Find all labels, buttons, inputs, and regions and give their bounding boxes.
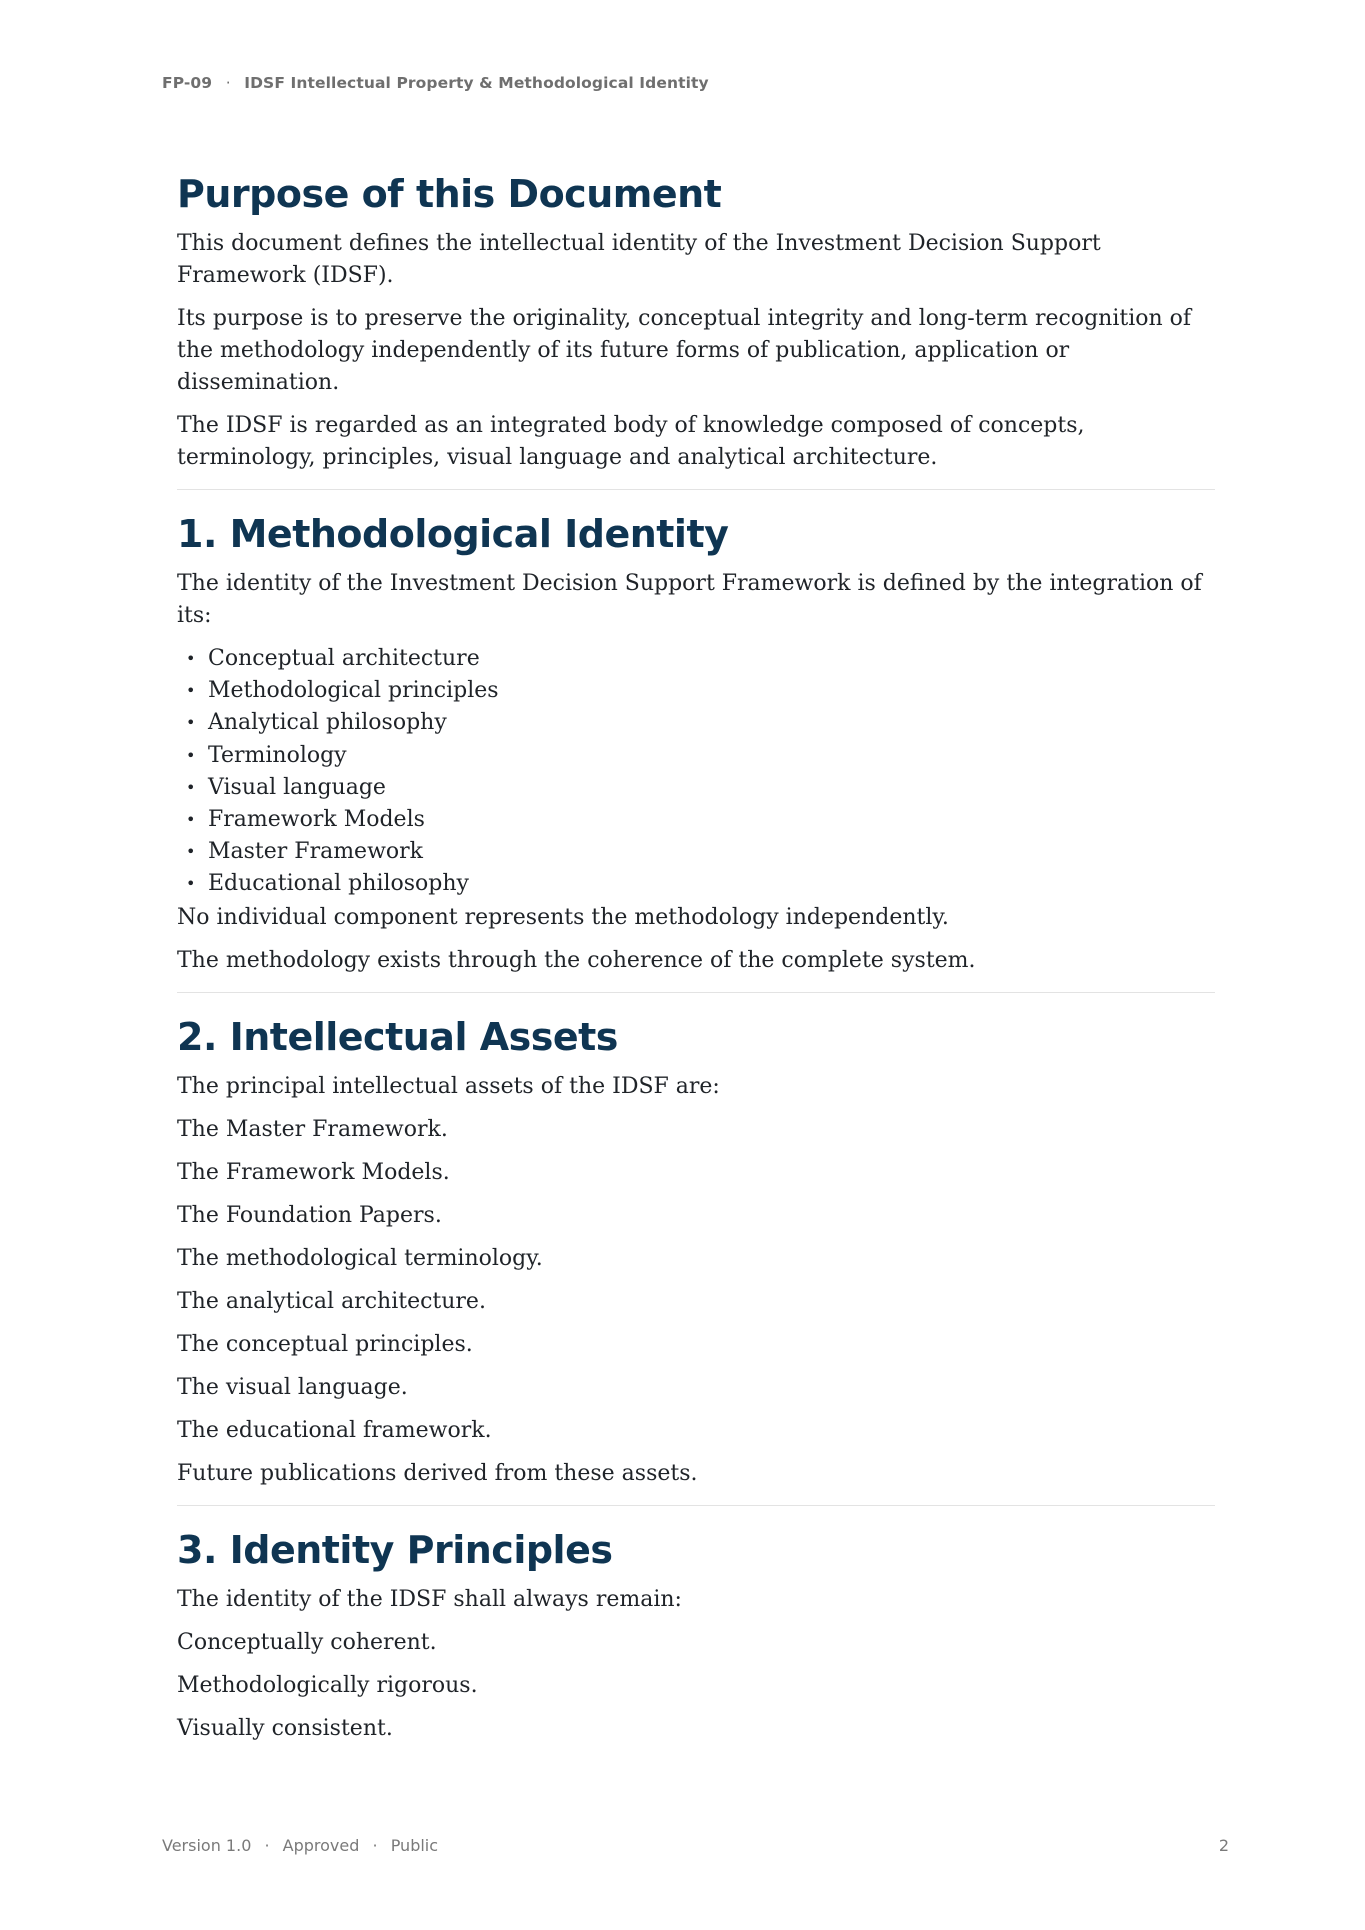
asset-item: Future publications derived from these assets. (177, 1460, 698, 1486)
running-footer (162, 1836, 1229, 1855)
list-item: • Analytical philosophy (177, 707, 1215, 739)
page-number: 2 (1218, 1836, 1229, 1855)
doc-code: FP-09 (162, 74, 213, 92)
asset-item: The visual language. (177, 1374, 408, 1400)
closing-paragraph: No individual component represents the methodology independently. (177, 904, 949, 930)
list-item: • Visual language (177, 772, 1215, 804)
list-item: • Framework Models (177, 804, 1215, 836)
purpose-paragraph: This document defines the intellectual identity of the Investment Decision Support Framework (IDSF). (177, 231, 1101, 288)
classification-label: Public (390, 1836, 439, 1855)
list-item: • Master Framework (177, 836, 1215, 868)
methodological-identity-section (177, 508, 1215, 977)
section-intro: The principal intellectual assets of the IDSF are: (177, 1073, 720, 1099)
footer-separator: · (372, 1836, 378, 1855)
asset-item: The analytical architecture. (177, 1288, 486, 1314)
principle-item: Methodologically rigorous. (177, 1672, 478, 1698)
section-intro: The identity of the IDSF shall always remain: (177, 1586, 682, 1612)
closing-paragraph: The methodology exists through the coherence of the complete system. (177, 947, 976, 973)
purpose-paragraph: Its purpose is to preserve the originality, conceptual integrity and long-term recognition of the methodology independently of its future forms of publication, application or dissemination. (177, 306, 1192, 395)
section-divider (177, 1505, 1215, 1506)
section-divider (177, 992, 1215, 993)
purpose-section (177, 168, 1215, 474)
asset-item: The Foundation Papers. (177, 1202, 442, 1228)
version-label: Version 1.0 (162, 1836, 252, 1855)
list-item: • Educational philosophy (177, 868, 1215, 900)
document-body (177, 168, 1215, 1756)
identity-principles-section (177, 1524, 1215, 1745)
purpose-heading: Purpose of this Document (177, 172, 722, 216)
list-item: • Terminology (177, 740, 1215, 772)
doc-title: IDSF Intellectual Property & Methodological Identity (244, 74, 709, 92)
section-intro: The identity of the Investment Decision Support Framework is defined by the integration of its: (177, 571, 1202, 628)
intellectual-assets-section (177, 1011, 1215, 1490)
section-heading: 1. Methodological Identity (177, 512, 729, 556)
asset-item: The Framework Models. (177, 1159, 450, 1185)
footer-separator: · (264, 1836, 270, 1855)
asset-item: The Master Framework. (177, 1116, 448, 1142)
asset-item: The methodological terminology. (177, 1245, 543, 1271)
purpose-paragraph: The IDSF is regarded as an integrated body of knowledge composed of concepts, terminology, principles, visual language and analytical architecture. (177, 413, 1085, 470)
section-heading: 3. Identity Principles (177, 1527, 613, 1572)
section-heading: 2. Intellectual Assets (177, 1014, 618, 1059)
list-item: • Conceptual architecture (177, 643, 1215, 675)
asset-item: The educational framework. (177, 1417, 492, 1443)
asset-item: The conceptual principles. (177, 1331, 473, 1357)
approval-status: Approved (282, 1836, 360, 1855)
running-header (162, 74, 709, 92)
header-separator: · (225, 74, 231, 92)
identity-components-list (177, 643, 1215, 901)
list-item: • Methodological principles (177, 675, 1215, 707)
principle-item: Conceptually coherent. (177, 1629, 437, 1655)
document-status (162, 1836, 438, 1855)
section-divider (177, 489, 1215, 490)
principle-item: Visually consistent. (177, 1715, 393, 1741)
